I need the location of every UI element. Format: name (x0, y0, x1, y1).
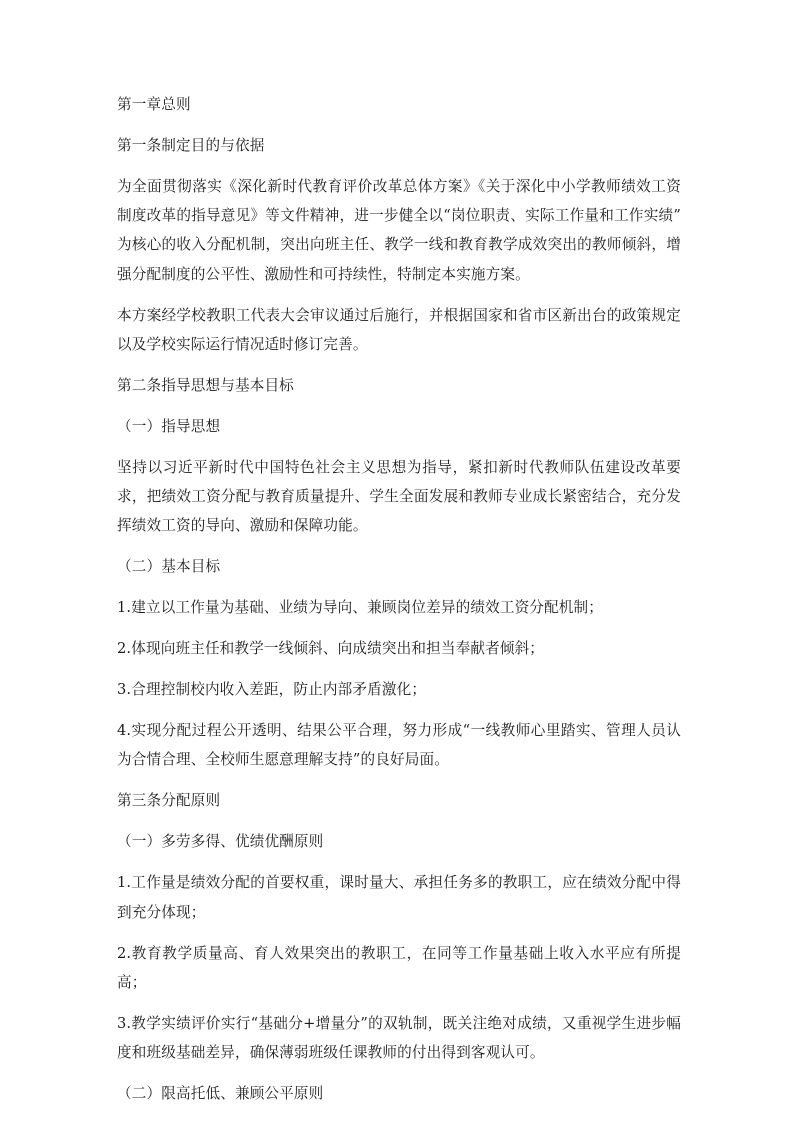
body-paragraph: 为全面贯彻落实《深化新时代教育评价改革总体方案》《关于深化中小学教师绩效工资制度改革的指导意见》等文件精神，进一步健全以“岗位职责、实际工作量和工作实绩”为核心的收入分配机制，突出向班主任、教学一线和教育教学成效突出的教师倾斜，增强分配制度的公平性、激励性和可持续性，特制定本实施方案。 (117, 178, 681, 283)
article-heading: 第二条指导思想与基本目标 (117, 376, 294, 394)
numbered-item: 3.教学实绩评价实行“基础分+增量分”的双轨制，既关注绝对成绩，又重视学生进步幅度和班级基础差异，确保薄弱班级任课教师的付出得到客观认可。 (117, 1014, 681, 1062)
subsection-heading: （一）指导思想 (117, 417, 221, 435)
article-heading: 第三条分配原则 (117, 792, 221, 810)
body-paragraph: 坚持以习近平新时代中国特色社会主义思想为指导，紧扣新时代教师队伍建设改革要求，把绩效工资分配与教育质量提升、学生全面发展和教师专业成长紧密结合，充分发挥绩效工资的导向、激励和保障功能。 (117, 458, 681, 535)
numbered-item: 1.工作量是绩效分配的首要权重，课时量大、承担任务多的教职工，应在绩效分配中得到充分体现； (117, 874, 681, 921)
numbered-item: 2.体现向班主任和教学一线倾斜、向成绩突出和担当奉献者倾斜； (117, 640, 545, 658)
subsection-heading: （二）基本目标 (117, 558, 221, 576)
subsection-heading: （一）多劳多得、优绩优酬原则 (117, 833, 324, 851)
numbered-item: 1.建立以工作量为基础、业绩为导向、兼顾岗位差异的绩效工资分配机制； (117, 599, 604, 617)
subsection-heading: （二）限高托低、兼顾公平原则 (117, 1085, 324, 1103)
article-heading: 第一条制定目的与依据 (117, 137, 265, 154)
chapter-heading: 第一章总则 (117, 96, 191, 113)
numbered-item: 3.合理控制校内收入差距，防止内部矛盾激化； (117, 681, 427, 699)
numbered-item: 2.教育教学质量高、育人效果突出的教职工，在同等工作量基础上收入水平应有所提高； (117, 944, 681, 991)
body-paragraph: 本方案经学校教职工代表大会审议通过后施行，并根据国家和省市区新出台的政策规定以及学校实际运行情况适时修订完善。 (117, 306, 681, 353)
document-body (117, 90, 681, 1108)
numbered-item: 4.实现分配过程公开透明、结果公平合理，努力形成“一线教师心里踏实、管理人员认为合情合理、全校师生愿意理解支持”的良好局面。 (117, 722, 681, 769)
